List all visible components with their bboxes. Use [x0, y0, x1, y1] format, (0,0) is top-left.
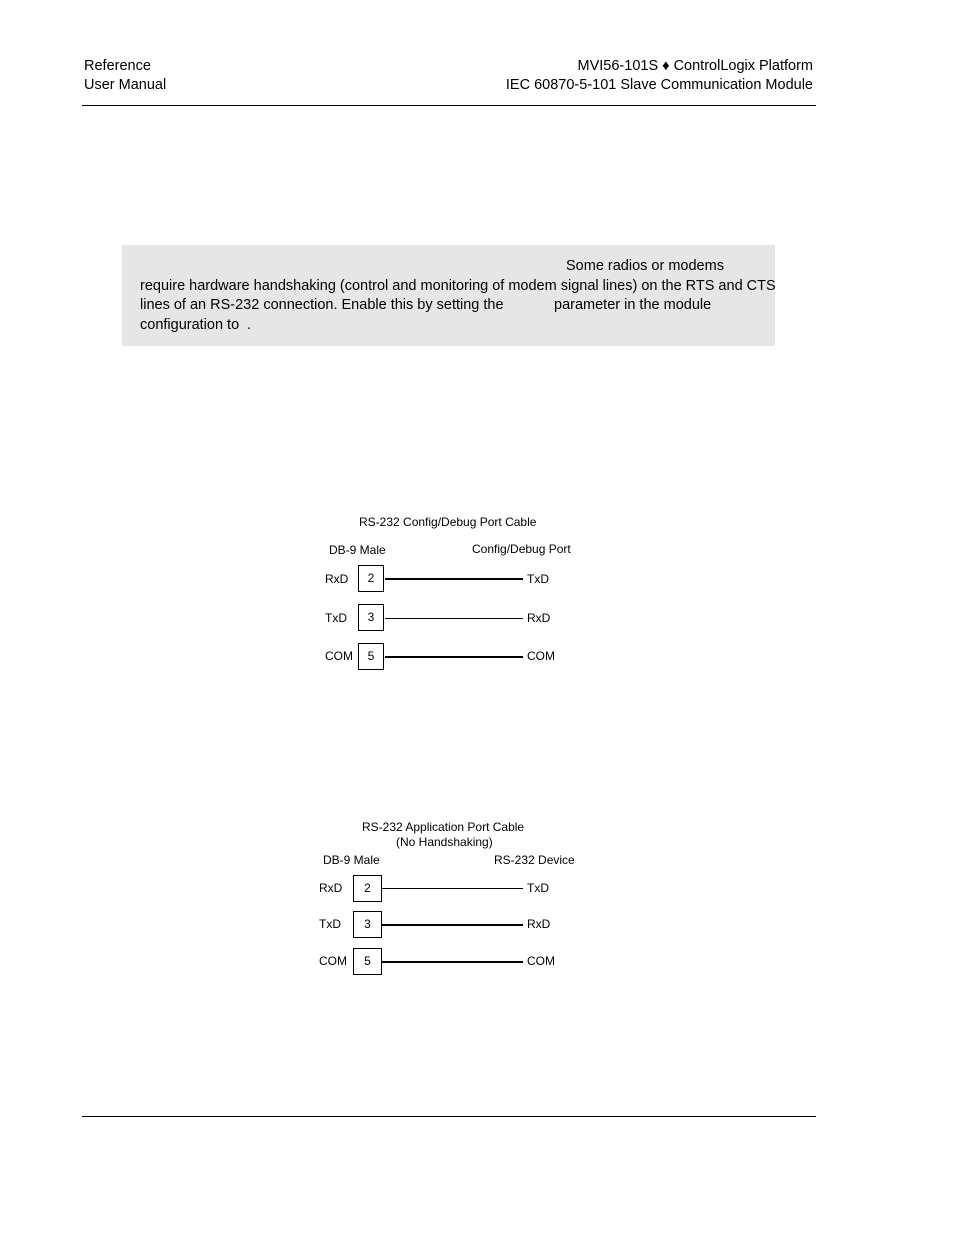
header-product-name: IEC 60870-5-101 Slave Communication Module: [505, 77, 813, 93]
note-line-4: configuration to: [140, 317, 240, 333]
header-right: [506, 57, 813, 95]
right-signal-label: RxD: [527, 917, 551, 931]
note-line-4-end: .: [247, 317, 252, 333]
note-line-2: require hardware handshaking (control and monitoring of modem signal lines) on the RTS and CTS: [140, 278, 776, 294]
left-connector-header: DB-9 Male: [323, 853, 380, 867]
right-connector-header: Config/Debug Port: [472, 542, 571, 556]
footer-divider: [82, 1116, 816, 1117]
left-signal-label: TxD: [319, 917, 341, 931]
pin-box: 5: [353, 948, 382, 975]
left-signal-label: RxD: [325, 572, 349, 586]
signal-wire: [385, 618, 523, 619]
diagram-subtitle: (No Handshaking): [396, 835, 493, 849]
note-line-3a: lines of an RS-232 connection. Enable this by setting the: [140, 297, 504, 313]
header-document-type: User Manual: [84, 77, 167, 93]
note-line-1: Some radios or modems: [566, 258, 724, 274]
right-signal-label: RxD: [527, 611, 551, 625]
right-signal-label: TxD: [527, 572, 549, 586]
header-product-line: MVI56-101S ♦ ControlLogix Platform: [577, 58, 813, 74]
left-signal-label: TxD: [325, 611, 347, 625]
left-signal-label: COM: [325, 649, 353, 663]
right-signal-label: COM: [527, 954, 555, 968]
pin-box: 2: [353, 875, 382, 902]
header-left: [84, 57, 166, 95]
signal-wire: [385, 656, 523, 658]
signal-wire: [382, 888, 523, 889]
note-line-3b: parameter in the module: [554, 297, 712, 313]
diagram-title: RS-232 Application Port Cable: [362, 820, 525, 834]
right-connector-header: RS-232 Device: [494, 853, 575, 867]
signal-wire: [385, 578, 523, 580]
pin-box: 3: [358, 604, 384, 631]
left-connector-header: DB-9 Male: [329, 543, 386, 557]
signal-wire: [382, 961, 523, 963]
note-box: [122, 245, 775, 346]
signal-wire: [382, 924, 523, 926]
left-signal-label: COM: [319, 954, 347, 968]
right-signal-label: COM: [527, 649, 555, 663]
right-signal-label: TxD: [527, 881, 549, 895]
header-section-label: Reference: [84, 58, 151, 74]
pin-box: 3: [353, 911, 382, 938]
header-divider: [82, 105, 816, 106]
pin-box: 2: [358, 565, 384, 592]
left-signal-label: RxD: [319, 881, 343, 895]
pin-box: 5: [358, 643, 384, 670]
diagram-title: RS-232 Config/Debug Port Cable: [359, 515, 537, 529]
